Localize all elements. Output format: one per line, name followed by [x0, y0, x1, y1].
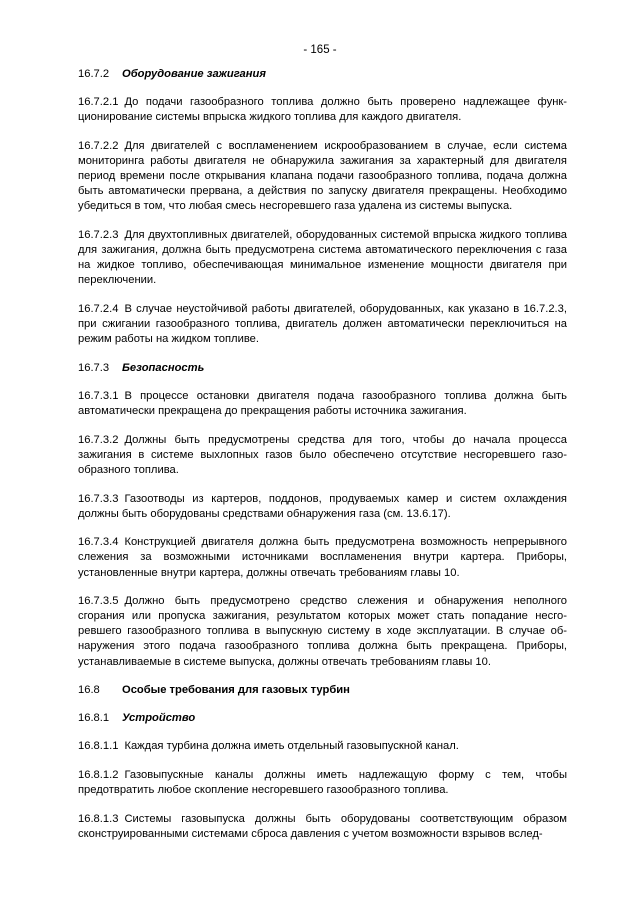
paragraph: [78, 139, 567, 214]
paragraph-number: 16.7.2.1: [78, 96, 119, 109]
paragraph-number: 16.7.3.3: [78, 492, 119, 505]
paragraph-number: 16.7.3.5: [78, 595, 119, 608]
paragraph-number: 16.7.3.4: [78, 536, 119, 549]
paragraph-text: Для двигателей с воспламенением искрообразованием в случае, если система мониторинга работы двигателя не обнаружила зажигания за характерный для двигателя период времени после открывания клапана подачи газообразного топлива, подача должна быть автоматически прервана, а действия по запуску двигателя прекращены. Необходимо убедиться в том, что любая смесь несгоревшего газа удалена из системы выпуска.: [78, 139, 567, 213]
page-number: - 165 -: [303, 44, 337, 56]
document-body: [78, 67, 567, 856]
chapter-heading: [78, 683, 567, 698]
paragraph-number: 16.7.3.1: [78, 389, 119, 402]
section-title: Оборудование зажигания: [122, 68, 266, 80]
paragraph: [78, 535, 567, 580]
paragraph: [78, 95, 567, 125]
section-title: Безопасность: [122, 361, 205, 374]
paragraph-number: 16.8.1.1: [78, 740, 119, 753]
paragraph-text: Для двухтопливных двигателей, оборудованных системой впрыска жидкого топлива для зажигания, должна быть предусмотрена система автоматического переключения с газа на жидкое топливо, обеспечивающая минимальное изменение мощности двигателя при переключении.: [78, 228, 567, 287]
paragraph: [78, 812, 567, 842]
section-heading: [78, 711, 567, 726]
paragraph-text: Системы газовыпуска должны быть оборудованы соответствующим образом сконструированными системами сброса давления с учетом возможности взрывов вслед-: [78, 812, 567, 840]
paragraph-number: 16.7.2.3: [78, 228, 119, 241]
paragraph-text: В случае неустойчивой работы двигателей, оборудованных, как указано в 16.7.2.3, при сжигании газообразного топлива, двигатель должен автоматически переключиться на режим работы на жидком топливе.: [78, 302, 567, 346]
section-number: 16.7.3: [78, 361, 110, 374]
paragraph: [78, 768, 567, 798]
paragraph: [78, 228, 567, 288]
paragraph-text: Конструкцией двигателя должна быть предусмотрена возможность непрерывного слежения за возможными источниками воспламенения внутри картера. Приборы, установленные внутри картера, должны отвечать требованиям главы 10.: [78, 536, 567, 579]
paragraph-text: Должны быть предусмотрены средства для того, чтобы до начала процесса зажигания в системе выхлопных газов было обеспечено отсутствие несгоревшего газообразного топлива.: [78, 433, 567, 476]
paragraph-text: Должно быть предусмотрено средство слежения и обнаружения неполного сгорания или пропуска зажигания, результатом которых может стать попадание несгоревшего газообразного топлива в выпускную систему в ходе эксплуатации. В случае обнаружения этого подача газообразного топлива должна быть прекращена. Приборы, устанавливаемые в системе выпуска, должны отвечать требованиям главы 10.: [78, 595, 567, 668]
chapter-number: 16.8: [78, 684, 100, 697]
section-heading: [78, 67, 567, 82]
paragraph: [78, 739, 567, 754]
paragraph: [78, 594, 567, 669]
paragraph: [78, 389, 567, 419]
paragraph-text: Газоотводы из картеров, поддонов, продуваемых камер и систем охлаждения должны быть оборудованы средствами обнаружения газа (см. 13.6.17).: [78, 492, 567, 520]
paragraph-number: 16.7.3.2: [78, 433, 119, 446]
chapter-title: Особые требования для газовых турбин: [122, 684, 350, 697]
paragraph-text: Каждая турбина должна иметь отдельный газовыпускной канал.: [124, 740, 459, 753]
paragraph-text: Газовыпускные каналы должны иметь надлежащую форму с тем, чтобы предотвратить любое скопление несгоревшего газообразного топлива.: [78, 769, 567, 797]
section-number: 16.8.1: [78, 712, 110, 725]
paragraph-number: 16.7.2.4: [78, 302, 119, 315]
paragraph-text: До подачи газообразного топлива должно быть проверено надлежащее функционирование системы впрыска жидкого топлива для каждого двигателя.: [78, 96, 567, 124]
paragraph: [78, 433, 567, 478]
paragraph-number: 16.8.1.2: [78, 769, 119, 782]
paragraph: [78, 302, 567, 347]
section-heading: [78, 361, 567, 376]
paragraph: [78, 492, 567, 522]
paragraph-text: В процессе остановки двигателя подача газообразного топлива должна быть автоматически прекращена до прекращения работы источника зажигания.: [78, 389, 567, 417]
section-title: Устройство: [122, 712, 196, 725]
paragraph-number: 16.7.2.2: [78, 139, 119, 152]
paragraph-number: 16.8.1.3: [78, 812, 119, 825]
section-number: 16.7.2: [78, 68, 110, 80]
